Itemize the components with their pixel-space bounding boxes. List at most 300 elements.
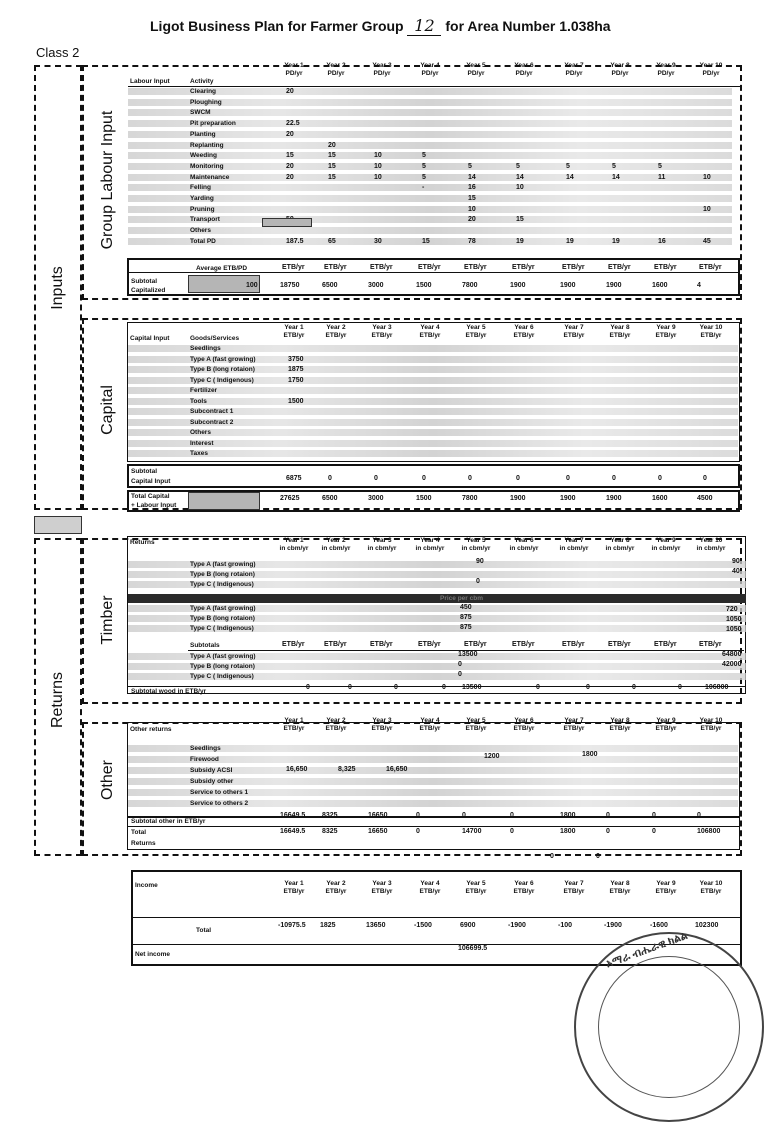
year-header: Year 7 [564,537,584,544]
unit-header: ETB/yr [700,332,722,339]
unit-header: ETB/yr [371,332,393,339]
activity-label: Maintenance [190,173,230,181]
unit-header: PD/yr [421,70,439,77]
avg-unit: ETB/yr [282,264,305,271]
avg-unit: ETB/yr [512,264,535,271]
year-header: Year 4 [420,537,440,544]
timber-etb-unit: ETB/yr [324,641,347,648]
timber-value-label: Type C ( Indigenous) [190,673,254,680]
avg-unit: ETB/yr [562,264,585,271]
year-header: Year 5 [466,717,486,724]
total-capital-value: 7800 [462,495,478,502]
total-capital-value: 1900 [560,495,576,502]
timber-volume-label: Type B (long rotaion) [190,571,255,578]
row-shading [128,184,732,191]
below-zero-1: 0 [550,853,554,860]
labour-subtotal-value: 1600 [652,282,668,289]
timber-value-label: Type B (long rotaion) [190,663,255,670]
timber-price-y10: 720 [726,606,738,613]
income-total-value: 6900 [460,922,476,929]
year-header: Year 3 [372,880,392,887]
total-returns-value: 8325 [322,828,338,835]
activity-label: Pruning [190,205,215,213]
labour-value: 19 [566,237,574,245]
row-shading [128,195,732,202]
labour-value: 15 [328,173,336,181]
labour-value: 5 [516,162,520,170]
income-total-value: -1600 [650,922,668,929]
unit-header: ETB/yr [325,725,347,732]
returns-label: Returns [49,671,66,729]
year-header: Year 4 [420,717,440,724]
capital-item-label: Type B (long rotaion) [190,366,255,373]
group-labour-label: Group Labour Input [99,110,116,250]
avg-unit: ETB/yr [324,264,347,271]
capital-subtotal-value: 0 [566,475,570,482]
labour-value: 16 [468,184,476,192]
year-header: Year 9 [656,717,676,724]
income-total-value: -10975.5 [278,922,306,929]
total-capital-value: 3000 [368,495,384,502]
total-capital-value: 1900 [510,495,526,502]
avg-unit: ETB/yr [370,264,393,271]
labour-value: 20 [286,130,294,138]
subtotal-wood-value: 106800 [705,684,729,691]
labour-value: 10 [516,184,524,192]
unit-header: in cbm/yr [279,545,309,552]
other-item-label: Service to others 1 [190,789,249,796]
total-capital-value: 1900 [606,495,622,502]
timber-etb-unit: ETB/yr [464,641,487,648]
timber-price-label: Type B (long rotaion) [190,615,255,622]
labour-value: 45 [703,237,711,245]
labour-value: 5 [422,162,426,170]
activity-label: SWCM [190,109,211,117]
timber-volume-y5: 90 [476,558,484,565]
timber-price-y5: 875 [460,624,472,631]
unit-header: in cbm/yr [509,545,539,552]
labour-value: 15 [468,195,476,202]
unit-header: ETB/yr [419,725,441,732]
timber-etb-unit: ETB/yr [370,641,393,648]
unit-header: PD/yr [565,70,583,77]
capitalized-label: Capitalized [131,287,166,294]
unit-header: ETB/yr [419,332,441,339]
unit-header: ETB/yr [465,725,487,732]
unit-header: ETB/yr [465,332,487,339]
unit-header: in cbm/yr [367,545,397,552]
unit-header: ETB/yr [513,332,535,339]
labour-subtotal-value: 1900 [606,282,622,289]
subtotal-other-value: 0 [510,812,514,819]
capital-subtotal-value: 0 [658,475,662,482]
timber-value-y5: 0 [458,661,462,668]
year-header: Year 2 [326,717,346,724]
timber-price-y5: 450 [460,604,472,611]
capital-item-label: Interest [190,439,214,447]
year-header: Year 5 [466,62,486,69]
year-header: Year 5 [466,324,486,331]
unit-header: ETB/yr [283,332,305,339]
capital-subtotal-value: 0 [612,475,616,482]
subtotal-other-value: 0 [652,812,656,819]
other-item-label: Subsidy other [190,778,234,785]
labour-value: 10 [374,173,382,181]
year-header: Year 7 [564,880,584,887]
timber-volume-y5: 0 [476,578,480,585]
total-capital-value: 27625 [280,495,300,502]
timber-value-y5: 0 [458,671,462,678]
year-header: Year 8 [610,324,630,331]
year-header: Year 8 [610,717,630,724]
labour-value: 19 [612,237,620,245]
capital-value: 1750 [288,376,304,384]
capital-subtotal-value: 6875 [286,475,302,482]
labour-value: 5 [658,162,662,170]
other-item-label: Service to others 2 [190,800,249,807]
timber-label: Timber [99,595,116,645]
unit-header: ETB/yr [609,888,631,895]
labour-value: 14 [566,173,574,181]
subtotal-wood-value: 13500 [462,684,482,691]
labour-subtotal-value: 1500 [416,282,432,289]
avg-unit: ETB/yr [699,264,722,271]
year-header: Year 1 [284,537,304,544]
subtotal-wood-value: 0 [442,684,446,691]
activity-label: Planting [190,130,216,138]
row-shading [128,387,738,394]
labour-subtotal-value: 4 [697,282,701,289]
unit-header: ETB/yr [700,888,722,895]
capital-subtotal-table [127,464,740,488]
activity-label: Pit preparation [190,120,236,128]
total-returns-value: 16649.5 [280,828,306,835]
labour-input-header: Labour Input [130,78,170,85]
total-returns-value: 0 [510,828,514,835]
capital-item-label: Taxes [190,450,208,457]
income-total-value: -100 [558,922,573,929]
subtotal-wood-label: Subtotal wood in ETB/yr [131,688,207,695]
goods-header: Goods/Services [190,335,240,342]
labour-value: 15 [422,237,430,245]
labour-value: 15 [286,152,294,160]
subtotals-label: Subtotals [190,642,220,649]
year-header: Year 10 [699,880,723,887]
subtotal-other-value: 0 [697,812,701,819]
subtotal-other-value: 16649.5 [280,812,306,819]
timber-volume-y10: 40 [732,568,740,575]
subtotal-other-value: 0 [462,812,466,819]
labour-value: 10 [468,205,476,213]
year-header: Year 6 [514,717,534,724]
labour-value: 14 [516,173,524,181]
activity-label: Replanting [190,141,224,149]
labour-subtotal-value: 1900 [510,282,526,289]
labour-value: 65 [328,237,336,245]
total-returns-value: 14700 [462,828,482,835]
other-item-label: Subsidy ACSI [190,767,233,774]
year-header: Year 2 [326,537,346,544]
year-header: Year 9 [656,62,676,69]
year-header: Year 10 [699,717,723,724]
stamp-text: አማራ ብሔራዊ ክልል [604,929,690,971]
total-returns-value: 0 [416,828,420,835]
avg-unit: ETB/yr [464,264,487,271]
unit-header: ETB/yr [325,888,347,895]
year-header: Year 1 [284,717,304,724]
labour-value: 5 [422,173,426,181]
labour-value: - [422,184,425,192]
timber-etb-unit: ETB/yr [562,641,585,648]
labour-value: 5 [422,152,426,160]
labour-value: 20 [286,173,294,181]
year-header: Year 6 [514,880,534,887]
total-returns-value: 1800 [560,828,576,835]
labour-subtotal-value: 6500 [322,282,338,289]
income-label: Income [135,882,158,889]
year-header: Year 5 [466,880,486,887]
year-header: Year 4 [420,880,440,887]
total-capital-value: 1600 [652,495,668,502]
labour-value: 19 [516,237,524,245]
labour-value: 10 [703,173,711,181]
subtotal-wood-value: 0 [394,684,398,691]
year-header: Year 1 [284,324,304,331]
timber-etb-unit: ETB/yr [282,641,305,648]
capital-subtotal-value: 0 [374,475,378,482]
subtotal-other-value: 16650 [368,812,388,819]
row-shading [128,109,732,116]
total-returns-label2: Returns [131,840,156,847]
capital-item-label: Seedlings [190,345,221,352]
year-header: Year 9 [656,537,676,544]
year-header: Year 4 [420,62,440,69]
labour-subtotal-value: 18750 [280,282,300,289]
year-header: Year 7 [564,62,584,69]
class-label: Class 2 [36,45,80,60]
timber-etb-unit: ETB/yr [512,641,535,648]
below-zero-2: 0 [596,853,600,860]
inputs-label: Inputs [49,266,66,310]
capital-item-label: Subcontract 2 [190,418,234,426]
year-header: Year 6 [514,324,534,331]
activity-label: Yarding [190,195,214,202]
year-header: Year 10 [699,324,723,331]
unit-header: ETB/yr [563,888,585,895]
year-header: Year 8 [610,62,630,69]
timber-price-label: Type C ( Indigenous) [190,625,254,632]
returns-header: Returns [130,539,155,546]
labour-value: 20 [286,88,294,95]
total-returns-value: 0 [606,828,610,835]
subtotal-label: Subtotal [131,278,157,285]
timber-value-label: Type A (fast growing) [190,653,256,660]
labour-value: 5 [468,162,472,170]
unit-header: ETB/yr [325,332,347,339]
unit-header: PD/yr [327,70,345,77]
subtotal-other-value: 0 [416,812,420,819]
year-header: Year 6 [514,62,534,69]
capital-subtotal-value: 0 [516,475,520,482]
unit-header: in cbm/yr [461,545,491,552]
unit-header: ETB/yr [465,888,487,895]
other-returns-header: Other returns [130,726,172,733]
capital-item-label: Fertilizer [190,387,218,394]
income-total-value: 102300 [695,922,719,929]
year-header: Year 2 [326,880,346,887]
subtotal-other-value: 8325 [322,812,338,819]
price-band [128,594,746,603]
activity-label: Weeding [190,152,217,160]
unit-header: ETB/yr [655,332,677,339]
capital-label: Capital [99,385,116,435]
row-shading [128,152,732,159]
net-income-label: Net income [135,951,171,958]
capital-subtotal-value: 0 [703,475,707,482]
labour-value: 5 [566,162,570,170]
capital-subtotal-label: Subtotal [131,468,157,475]
capital-value: 1875 [288,366,304,373]
unit-header: PD/yr [467,70,485,77]
row-shading [128,440,738,447]
timber-price-y10: 1050 [726,626,742,633]
labour-value: 20 [286,162,294,170]
capital-item-label: Type A (fast growing) [190,355,256,363]
labour-value: 14 [612,173,620,181]
income-total-value: 1825 [320,922,336,929]
subtotal-other-value: 0 [606,812,610,819]
row-shading [128,88,732,95]
income-total-label: Total [196,927,212,934]
labour-value: 10 [374,152,382,160]
labour-value: 15 [328,152,336,160]
row-shading [128,238,732,245]
activity-label: Others [190,227,211,235]
subtotal-wood-value: 0 [678,684,682,691]
unit-header: in cbm/yr [415,545,445,552]
unit-header: ETB/yr [563,725,585,732]
unit-header: PD/yr [285,70,303,77]
timber-etb-unit: ETB/yr [608,641,631,648]
labour-value: 10 [374,162,382,170]
total-returns-value: 0 [652,828,656,835]
labour-value: 16 [658,237,666,245]
avg-unit: ETB/yr [608,264,631,271]
unit-header: ETB/yr [609,332,631,339]
labour-value: 78 [468,237,476,245]
income-total-value: 13650 [366,922,386,929]
timber-etb-unit: ETB/yr [699,641,722,648]
income-total-value: -1900 [508,922,526,929]
labour-value: 11 [658,173,666,181]
avg-value: 100 [246,282,258,289]
total-capital-label: Total Capital [131,493,170,500]
timber-value-y10: 42000 [722,661,742,668]
subtotal-other-value: 1800 [560,812,576,819]
year-header: Year 9 [656,880,676,887]
timber-price-y5: 875 [460,614,472,621]
capital-input-header: Capital Input [130,335,170,342]
avg-etb-label: Average ETB/PD [196,265,248,272]
unit-header: in cbm/yr [651,545,681,552]
page-title: Ligot Business Plan for Farmer Group 12 for Area Number 1.038ha [150,16,611,35]
group-number: 12 [407,16,441,36]
year-header: Year 2 [326,324,346,331]
unit-header: ETB/yr [513,888,535,895]
timber-value-y10: 64800 [722,651,742,658]
labour-value: 187.5 [286,237,304,245]
subtotal-other-label: Subtotal other in ETB/yr [131,818,206,825]
transport-highlight [262,218,312,227]
capital-item-label: Subcontract 1 [190,408,234,415]
year-header: Year 10 [699,537,723,544]
unit-header: PD/yr [702,70,720,77]
total-returns-label: Total [131,829,147,836]
year-header: Year 4 [420,324,440,331]
timber-price-y10: 1050 [726,616,742,623]
capital-subtotal-value: 0 [328,475,332,482]
year-header: Year 8 [610,880,630,887]
year-header: Year 8 [610,537,630,544]
subsidy-value: 8,325 [338,766,356,773]
row-shading [128,131,732,138]
timber-price-label: Type A (fast growing) [190,605,256,612]
labour-subtotal-value: 1900 [560,282,576,289]
labour-value: 15 [516,216,524,224]
row-shading [128,756,738,763]
timber-volume-label: Type C ( Indigenous) [190,581,254,588]
section-divider-box [34,516,82,534]
row-shading [128,227,732,234]
unit-header: ETB/yr [609,725,631,732]
row-shading [128,398,738,405]
firewood-y7: 1800 [582,751,598,758]
labour-value: 30 [374,237,382,245]
year-header: Year 9 [656,324,676,331]
capital-subtotal-label2: Capital Input [131,478,171,485]
labour-subtotal-value: 3000 [368,282,384,289]
timber-volume-y10: 90 [732,558,740,565]
avg-unit: ETB/yr [418,264,441,271]
labour-value: 5 [612,162,616,170]
activity-label: Total PD [190,237,216,245]
other-table [127,722,740,850]
timber-etb-unit: ETB/yr [418,641,441,648]
capital-subtotal-value: 0 [422,475,426,482]
other-label: Other [99,759,116,801]
total-capital-grey [188,492,260,510]
year-header: Year 7 [564,717,584,724]
total-capital-value: 1500 [416,495,432,502]
unit-header: ETB/yr [655,725,677,732]
timber-value-y5: 13500 [458,651,478,658]
net-income-value: 106699.5 [458,945,488,952]
activity-label: Felling [190,184,211,192]
activity-header: Activity [190,78,214,85]
subtotal-wood-value: 0 [632,684,636,691]
year-header: Year 3 [372,62,392,69]
subtotal-wood-value: 0 [586,684,590,691]
year-header: Year 5 [466,537,486,544]
unit-header: PD/yr [611,70,629,77]
unit-header: PD/yr [657,70,675,77]
income-total-value: -1500 [414,922,432,929]
row-shading [128,450,738,457]
official-stamp [574,929,764,1122]
unit-header: ETB/yr [419,888,441,895]
income-total-value: -1900 [604,922,622,929]
row-shading [128,206,732,213]
